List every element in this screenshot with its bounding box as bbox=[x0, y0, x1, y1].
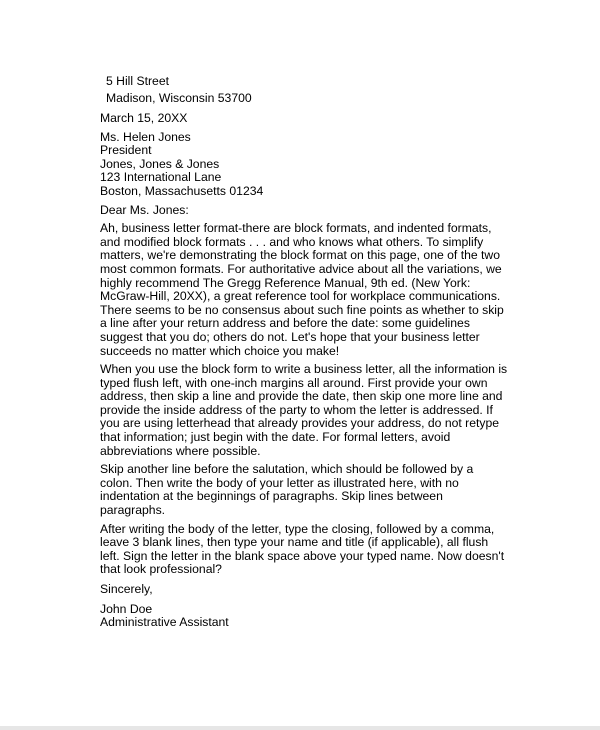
recipient-company: Jones, Jones & Jones bbox=[100, 156, 220, 171]
salutation: Dear Ms. Jones: bbox=[100, 202, 189, 217]
paragraph-line: that information; just begin with the date. For formal letters, avoid bbox=[100, 430, 451, 445]
paragraph-line: typed flush left, with one-inch margins all around. First provide your own bbox=[100, 375, 488, 390]
body-paragraph bbox=[100, 222, 510, 358]
paragraph-line: succeeds no matter which choice you make! bbox=[100, 343, 340, 358]
letter-body bbox=[100, 222, 510, 577]
signer-name: John Doe bbox=[100, 601, 153, 616]
body-paragraph bbox=[100, 523, 510, 577]
page-bottom-edge bbox=[0, 726, 600, 730]
recipient-name: Ms. Helen Jones bbox=[100, 129, 191, 144]
recipient-city-state-zip: Boston, Massachusetts 01234 bbox=[100, 183, 264, 198]
paragraph-line: When you use the block form to write a business letter, all the information is bbox=[100, 362, 508, 377]
paragraph-line: matters, we're demonstrating the block format on this page, one of the two bbox=[100, 248, 500, 263]
sender-address bbox=[100, 73, 510, 107]
paragraph-line: indentation at the beginnings of paragraphs. Skip lines between bbox=[100, 489, 443, 504]
paragraph-line: Ah, business letter format-there are block formats, and indented formats, bbox=[100, 221, 492, 236]
paragraph-line: highly recommend The Gregg Reference Manual, 9th ed. (New York: bbox=[100, 275, 471, 290]
sender-city-state-zip: Madison, Wisconsin 53700 bbox=[106, 91, 252, 105]
closing: Sincerely, bbox=[100, 582, 153, 596]
signature-block bbox=[100, 603, 510, 630]
letter-date: March 15, 20XX bbox=[100, 111, 188, 125]
paragraph-line: most common formats. For authoritative advice about all the variations, we bbox=[100, 261, 502, 276]
signer-title: Administrative Assistant bbox=[100, 615, 229, 630]
body-paragraph bbox=[100, 463, 510, 517]
paragraph-line: McGraw-Hill, 20XX), a great reference tool for workplace communications. bbox=[100, 289, 501, 304]
paragraph-line: provide the inside address of the party to whom the letter is addressed. If bbox=[100, 402, 493, 417]
paragraph-line: There seems to be no consensus about such fine points as whether to skip bbox=[100, 302, 504, 317]
paragraph-line: left. Sign the letter in the blank space above your typed name. Now doesn't bbox=[100, 548, 505, 563]
paragraph-line: paragraphs. bbox=[100, 503, 166, 518]
paragraph-line: After writing the body of the letter, type the closing, followed by a comma, bbox=[100, 521, 495, 536]
paragraph-line: address, then skip a line and provide the date, then skip one more line and bbox=[100, 389, 503, 404]
body-paragraph bbox=[100, 363, 510, 458]
paragraph-line: abbreviations where possible. bbox=[100, 443, 261, 458]
inside-address bbox=[100, 131, 510, 199]
recipient-title: President bbox=[100, 143, 152, 158]
paragraph-line: suggest that you do; others do not. Let's hope that your business letter bbox=[100, 329, 480, 344]
sender-street: 5 Hill Street bbox=[106, 74, 169, 88]
paragraph-line: leave 3 blank lines, then type your name and title (if applicable), all flush bbox=[100, 535, 489, 550]
paragraph-line: colon. Then write the body of your letter as illustrated here, with no bbox=[100, 475, 459, 490]
paragraph-line: a line after your return address and before the date: some guidelines bbox=[100, 316, 470, 331]
paragraph-line: you are using letterhead that already provides your address, do not retype bbox=[100, 416, 500, 431]
recipient-street: 123 International Lane bbox=[100, 170, 222, 185]
business-letter bbox=[100, 73, 510, 630]
paragraph-line: Skip another line before the salutation, which should be followed by a bbox=[100, 462, 474, 477]
paragraph-line: and modified block formats . . . and who knows what others. To simplify bbox=[100, 234, 484, 249]
paragraph-line: that look professional? bbox=[100, 562, 222, 577]
